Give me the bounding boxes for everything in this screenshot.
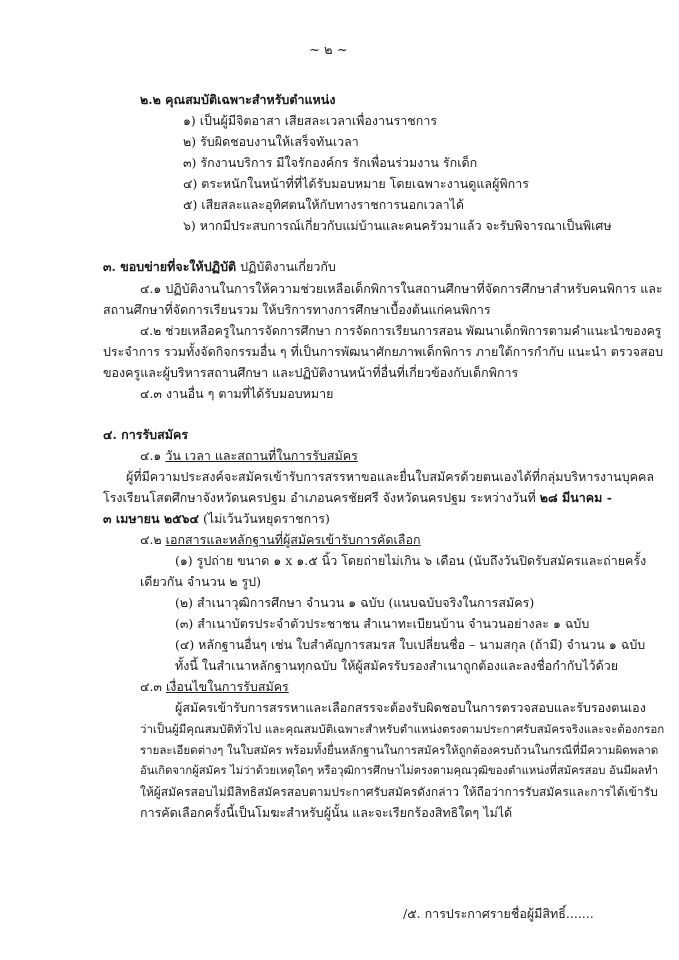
paragraph-line: การคัดเลือกครั้งนี้เป็นโมฆะสำหรับผู้นั้น และจะเรียกร้องสิทธิใดๆ ไม่ได้ (140, 805, 513, 820)
section-2-2-title: ๒.๒ คุณสมบัติเฉพาะสำหรับตำแหน่ง (140, 92, 336, 107)
list-item: ๓) รักงานบริการ มีใจรักองค์กร รักเพื่อนร่วมงาน รักเด็ก (183, 155, 478, 170)
paragraph-line: รายละเอียดต่างๆ ในใบสมัคร พร้อมทั้งยื่นหลักฐานในการสมัครให้ถูกต้องครบถ้วนในกรณีที่มีความผิดพลาด (140, 743, 659, 757)
subsection-4-2-heading (140, 531, 421, 549)
list-item: (๓) สำเนาบัตรประจำตัวประชาชน สำเนาทะเบียนบ้าน จำนวนอย่างละ ๑ ฉบับ (175, 616, 590, 631)
page-number: ~ ๒ ~ (309, 43, 348, 58)
subsection-number: ๔.๑ (140, 448, 162, 463)
section-3-heading (103, 258, 336, 276)
paragraph-line: ๔.๒ ช่วยเหลือครูในการจัดการศึกษา การจัดการเรียนการสอน พัฒนาเด็กพิการตามคำแนะนำของครู (140, 324, 662, 338)
subsection-number: ๔.๓ (140, 679, 162, 694)
subsection-4-1-heading (140, 447, 358, 465)
section-3-title-rest: ปฏิบัติงานเกี่ยวกับ (240, 259, 336, 274)
text-segment: โรงเรียนโสตศึกษาจังหวัดนครปฐม อำเภอนครชัยศรี จังหวัดนครปฐม ระหว่างวันที่ (103, 490, 536, 505)
subsection-4-3-heading (140, 678, 289, 696)
paragraph-line (103, 510, 330, 528)
subsection-title: วัน เวลา และสถานที่ในการรับสมัคร (165, 448, 358, 463)
list-item: (๑) รูปถ่าย ขนาด ๑ x ๑.๕ นิ้ว โดยถ่ายไม่เกิน ๖ เดือน (นับถึงวันปิดรับสมัครและถ่ายครั้ง (175, 553, 647, 568)
list-item-continuation: เดียวกัน จำนวน ๒ รูป) (140, 574, 261, 589)
next-page-reference: /๕. การประกาศรายชื่อผู้มีสิทธิ์....... (403, 906, 594, 921)
list-item: ๖) หากมีประสบการณ์เกี่ยวกับแม่บ้านและคนครัวมาแล้ว จะรับพิจารณาเป็นพิเศษ (183, 218, 612, 233)
paragraph-line: ประจำการ รวมทั้งจัดกิจกรรมอื่น ๆ ที่เป็นการพัฒนาศักยภาพเด็กพิการ ภายใต้การกำกับ แนะนำ ตรวจสอบ (103, 344, 664, 359)
date-highlight: ๓ เมษายน ๒๕๖๔ (103, 511, 199, 526)
list-item: ๑) เป็นผู้มีจิตอาสา เสียสละเวลาเพื่องานราชการ (183, 113, 438, 128)
list-item: (๒) สำเนาวุฒิการศึกษา จำนวน ๑ ฉบับ (แนบฉบับจริงในการสมัคร) (175, 595, 535, 610)
paragraph-line: ๔.๓ งานอื่น ๆ ตามที่ได้รับมอบหมาย (140, 386, 334, 401)
paragraph-line: ว่าเป็นผู้มีคุณสมบัติทั่วไป และคุณสมบัติเฉพาะสำหรับตำแหน่งตรงตามประกาศรับสมัครจริงและจะต้องกรอก (140, 722, 665, 736)
section-4-title: ๔. การรับสมัคร (103, 427, 189, 442)
paragraph-line: ๔.๑ ปฏิบัติงานในการให้ความช่วยเหลือเด็กพิการในสถานศึกษาที่จัดการศึกษาสำหรับคนพิการ และ (140, 281, 663, 296)
subsection-title: เงื่อนไขในการรับสมัคร (165, 679, 289, 694)
paragraph-line: ของครูและผู้บริหารสถานศึกษา และปฏิบัติงานหน้าที่อื่นที่เกี่ยวข้องกับเด็กพิการ (103, 365, 519, 380)
subsection-number: ๔.๒ (140, 532, 162, 547)
paragraph-line (103, 489, 612, 507)
section-3-title: ๓. ขอบข่ายที่จะให้ปฏิบัติ (103, 259, 237, 274)
subsection-title: เอกสารและหลักฐานที่ผู้สมัครเข้ารับการคัดเลือก (165, 532, 421, 547)
list-item: ๕) เสียสละและอุทิศตนให้กับทางราชการนอกเวลาได้ (183, 197, 465, 212)
list-item: ๔) ตระหนักในหน้าที่ที่ได้รับมอบหมาย โดยเฉพาะงานดูแลผู้พิการ (183, 176, 529, 191)
date-highlight: ๒๘ มีนาคม - (539, 490, 612, 505)
paragraph-line: ผู้ที่มีความประสงค์จะสมัครเข้ารับการสรรหาขอและยื่นใบสมัครด้วยตนเองได้ที่กลุ่มบริหารงานบุคคล (126, 469, 655, 484)
text-segment: (ไม่เว้นวันหยุดราชการ) (202, 511, 330, 526)
note-line: ทั้งนี้ ในสำเนาหลักฐานทุกฉบับ ให้ผู้สมัครรับรองสำเนาถูกต้องและลงชื่อกำกับไว้ด้วย (175, 658, 619, 673)
paragraph-line: ให้ผู้สมัครสอบไม่มีสิทธิสมัครสอบตามประกาศรับสมัครดังกล่าว ให้ถือว่าการรับสมัครและการได้เข้ารับ (140, 785, 658, 799)
paragraph-line: อันเกิดจากผู้สมัคร ไม่ว่าด้วยเหตุใดๆ หรือวุฒิการศึกษาไม่ตรงตามคุณวุฒิของตำแหน่งที่สมัครสอบ อันมีผลทำ (140, 764, 659, 777)
paragraph-line: สถานศึกษาที่จัดการเรียนรวม ให้บริการทางการศึกษาเบื้องต้นแก่คนพิการ (103, 302, 491, 317)
list-item: (๔) หลักฐานอื่นๆ เช่น ใบสำคัญการสมรส ใบเปลี่ยนชื่อ – นามสกุล (ถ้ามี) จำนวน ๑ ฉบับ (175, 637, 646, 652)
paragraph-line: ผู้สมัครเข้ารับการสรรหาและเลือกสรรจะต้องรับผิดชอบในการตรวจสอบและรับรองตนเอง (175, 700, 646, 715)
list-item: ๒) รับผิดชอบงานให้เสร็จทันเวลา (183, 134, 359, 149)
